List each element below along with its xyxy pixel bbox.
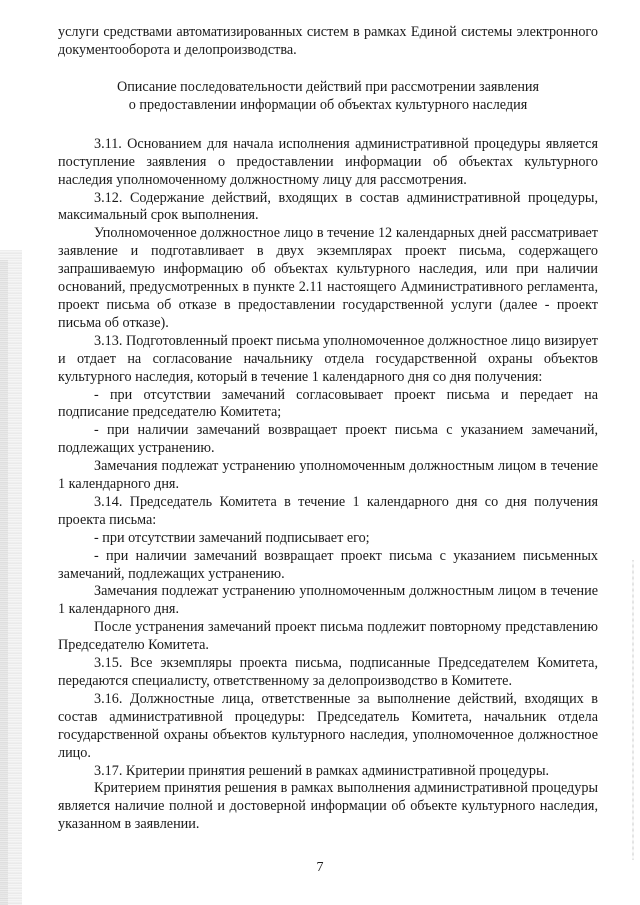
document-page [58,24,598,834]
intro-paragraph: услуги средствами автоматизированных систем в рамках Единой системы электронного документооборота и делопроизводства. [58,24,598,58]
paragraph-3-15: 3.15. Все экземпляры проекта письма, подписанные Председателем Комитета, передаются специалисту, ответственному за делопроизводство в Комитете. [58,655,598,689]
list-item: - при отсутствии замечаний согласовывает проект письма и передает на подписание председателю Комитета; [58,386,598,421]
paragraph-3-11: 3.11. Основанием для начала исполнения административной процедуры является поступление заявления о предоставлении информации об объектах культурного наследия уполномоченному должностному лицу для рассмотрения. [58,135,598,188]
page-number: 7 [316,860,324,875]
list-item: - при наличии замечаний возвращает проект письма с указанием замечаний, подлежащих устранению. [58,422,598,457]
section-heading [58,78,598,114]
paragraph-text: Уполномоченное должностное лицо в течение 12 календарных дней рассматривает заявление и подготавливает в двух экземплярах проект письма, содержащего запрашиваемую информацию об объектах культурного наследия, или при наличии оснований, предусмотренных в пункте 2.11 настоящего Административного регламента, проект письма об отказе в предоставлении государственной услуги (далее - проект письма об отказе). [58,225,598,331]
heading-line-2: о предоставлении информации об объектах культурного наследия [128,96,528,113]
list-item: - при отсутствии замечаний подписывает его; [94,529,370,546]
paragraph-3-16: 3.16. Должностные лица, ответственные за выполнение действий, входящих в состав административной процедуры: Председатель Комитета, начальник отдела государственной охраны объектов культурного наследия, уполномоченное должностное лицо. [58,690,598,761]
paragraph-3-17: 3.17. Критерии принятия решений в рамках административной процедуры. [94,762,550,779]
paragraph-text: Критерием принятия решения в рамках выполнения административной процедуры является наличие полной и достоверной информации об объекте культурного наследия, указанном в заявлении. [58,780,598,833]
list-item: - при наличии замечаний возвращает проект письма с указанием письменных замечаний, подлежащих устранению. [58,547,598,582]
scan-edge-artifact [0,260,8,905]
paragraph-3-14: 3.14. Председатель Комитета в течение 1 календарного дня со дня получения проекта письма: [58,493,598,528]
paragraph-text: После устранения замечаний проект письма подлежит повторному представлению Председателю Комитета. [58,619,598,654]
heading-line-1: Описание последовательности действий при рассмотрении заявления [116,78,540,95]
scan-edge-artifact [632,560,634,860]
paragraph-3-12: 3.12. Содержание действий, входящих в состав административной процедуры, максимальный срок выполнения. [58,189,598,224]
paragraph-3-13: 3.13. Подготовленный проект письма уполномоченное должностное лицо визирует и отдает на согласование начальнику отдела государственной охраны объектов культурного наследия, который в течение 1 календарного дня со дня получения: [58,332,598,385]
paragraph-text: Замечания подлежат устранению уполномоченным должностным лицом в течение 1 календарного дня. [58,583,598,618]
paragraph-text: Замечания подлежат устранению уполномоченным должностным лицом в течение 1 календарного дня. [58,458,598,493]
